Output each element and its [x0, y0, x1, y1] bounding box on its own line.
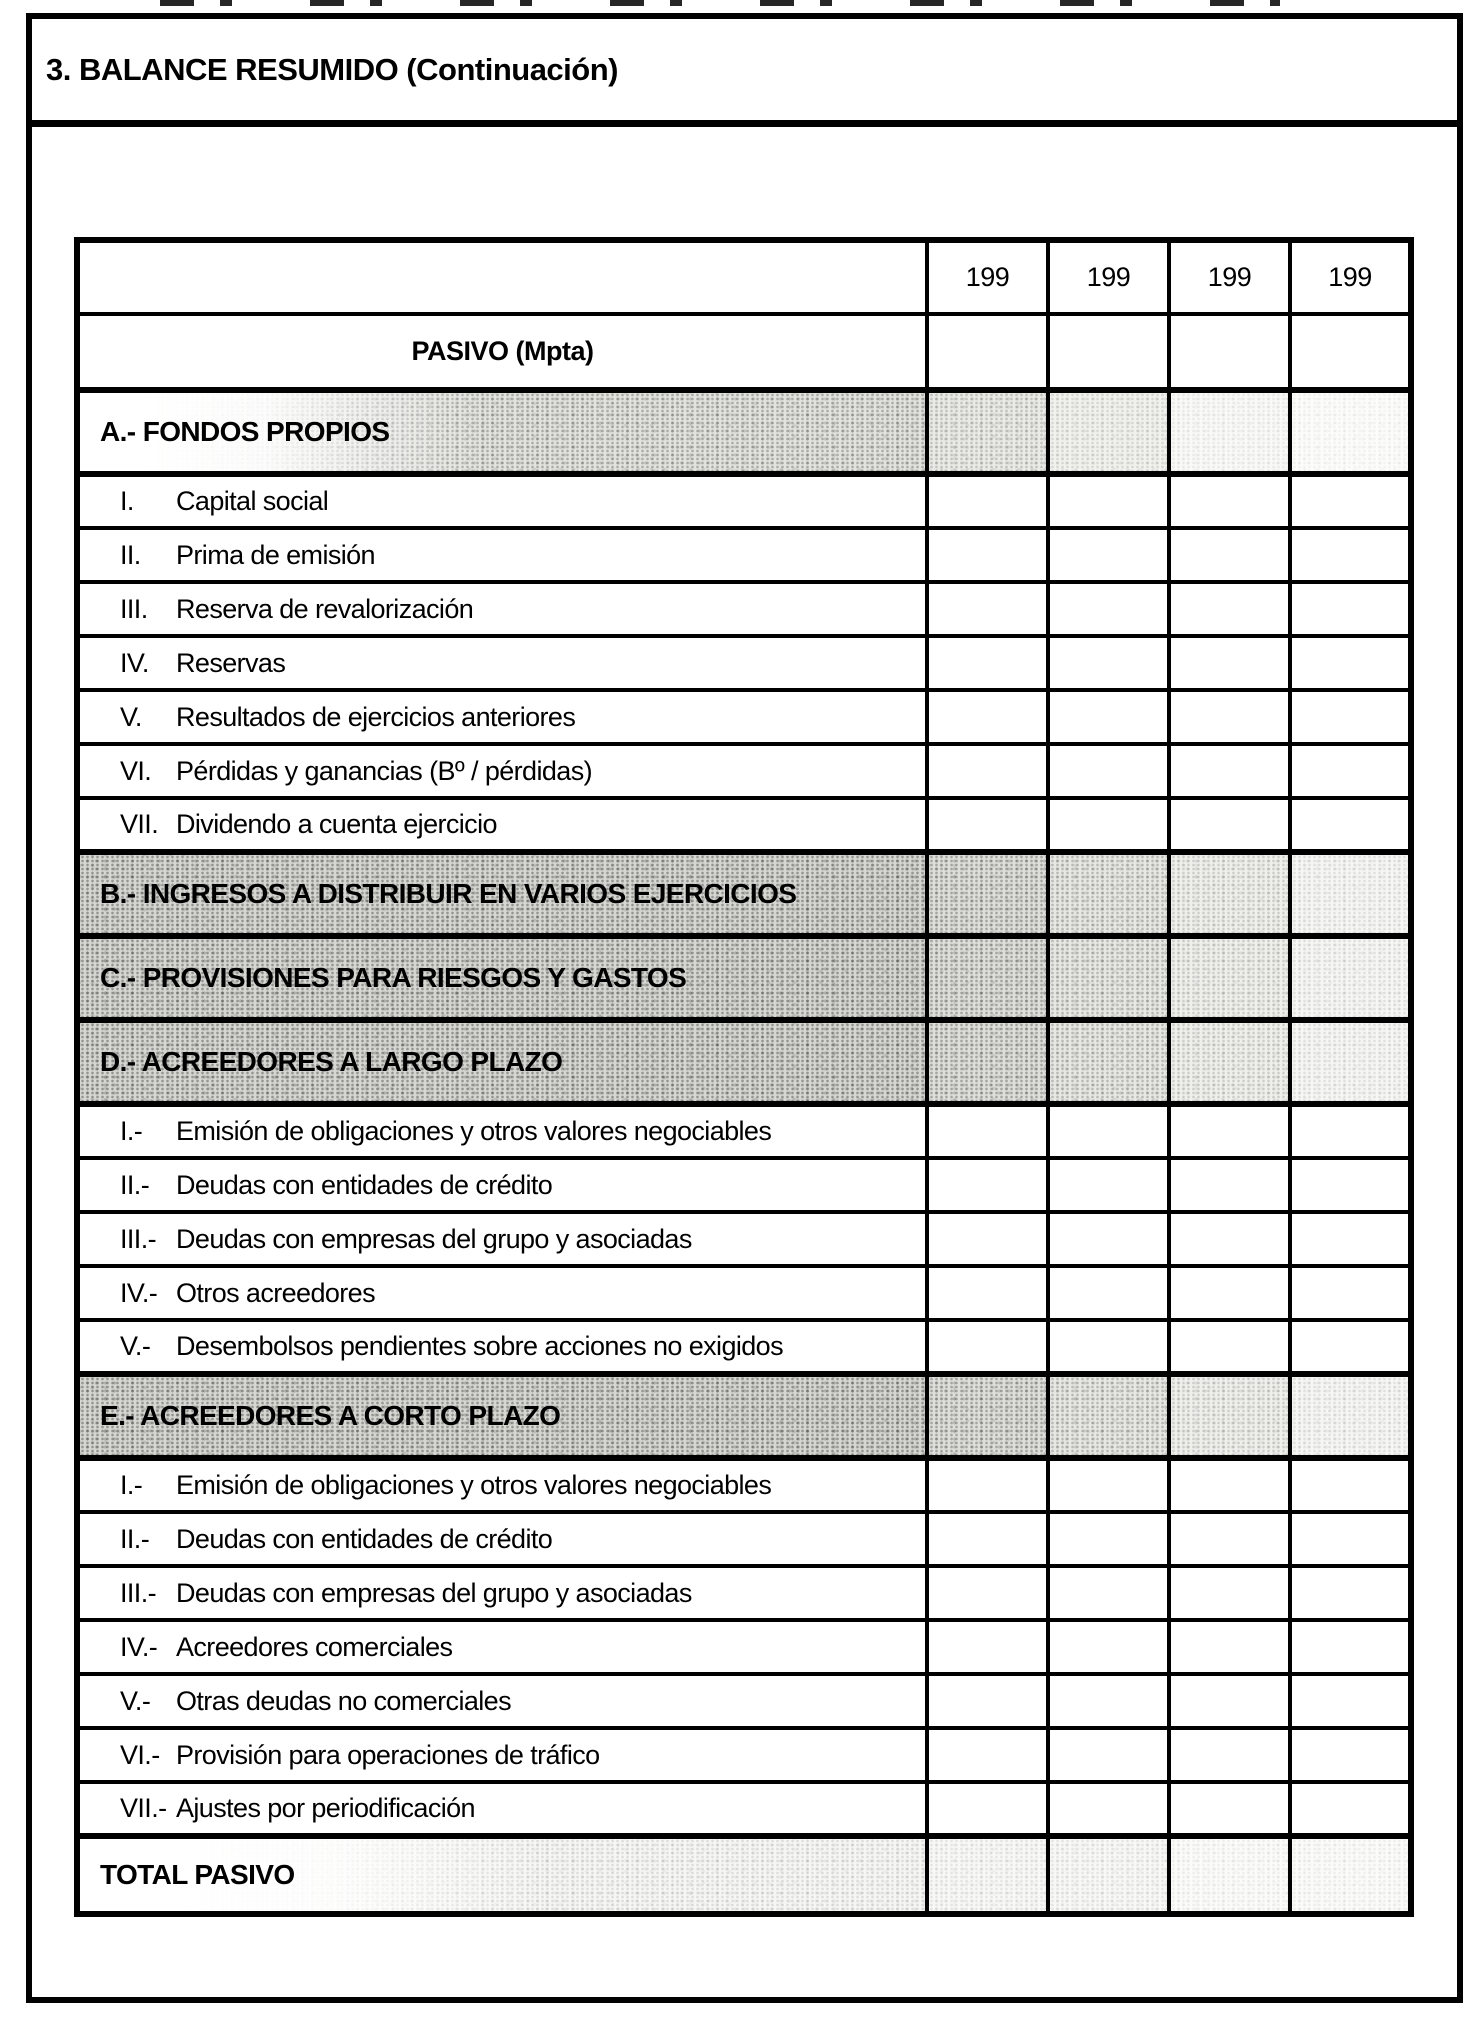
row-label	[77, 1266, 927, 1320]
table-row	[77, 1458, 1411, 1512]
value-cell	[927, 474, 1048, 528]
value-cell	[1290, 1020, 1411, 1104]
value-cell	[927, 936, 1048, 1020]
roman-numeral: VII.	[120, 809, 159, 839]
value-cell	[1290, 1566, 1411, 1620]
value-cell	[1169, 1320, 1290, 1374]
value-cell	[1048, 1674, 1169, 1728]
row-label-text: Emisión de obligaciones y otros valores negociables	[176, 1470, 772, 1500]
column-header-row	[77, 314, 1411, 390]
value-cell	[1169, 314, 1290, 390]
value-cell	[1169, 1266, 1290, 1320]
value-cell	[927, 1728, 1048, 1782]
corner-spacer-cell	[77, 240, 927, 314]
row-label	[77, 528, 927, 582]
value-cell	[1290, 528, 1411, 582]
value-cell	[1048, 744, 1169, 798]
row-label-text: Capital social	[176, 486, 329, 516]
row-label-text: Resultados de ejercicios anteriores	[176, 701, 576, 732]
row-label	[77, 582, 927, 636]
row-label	[77, 1158, 927, 1212]
value-cell	[1048, 636, 1169, 690]
page-frame	[26, 13, 1463, 2003]
roman-numeral: II.	[120, 539, 141, 570]
roman-numeral: I.-	[120, 1470, 143, 1500]
roman-numeral: V.-	[120, 1331, 151, 1361]
value-cell	[927, 528, 1048, 582]
value-cell	[927, 1266, 1048, 1320]
row-label-text: A.- FONDOS PROPIOS	[100, 416, 390, 447]
table-row	[77, 852, 1411, 936]
value-cell	[1169, 852, 1290, 936]
value-cell	[927, 390, 1048, 474]
row-label	[77, 1620, 927, 1674]
value-cell	[1048, 1212, 1169, 1266]
title-band	[32, 19, 1457, 127]
value-cell	[927, 798, 1048, 852]
table-row	[77, 1728, 1411, 1782]
value-cell	[1048, 1836, 1169, 1914]
roman-numeral: V.	[120, 701, 142, 732]
value-cell	[1169, 936, 1290, 1020]
value-cell	[1048, 314, 1169, 390]
value-cell	[1169, 582, 1290, 636]
table-row	[77, 1320, 1411, 1374]
balance-table	[74, 237, 1414, 1917]
row-label-text: D.- ACREEDORES A LARGO PLAZO	[100, 1046, 563, 1077]
row-label	[77, 1836, 927, 1914]
value-cell	[1048, 798, 1169, 852]
table-row	[77, 474, 1411, 528]
year-header-row	[77, 240, 1411, 314]
value-cell	[1290, 1320, 1411, 1374]
value-cell	[927, 1104, 1048, 1158]
value-cell	[1169, 1212, 1290, 1266]
value-cell	[1048, 852, 1169, 936]
row-label	[77, 474, 927, 528]
table-row	[77, 798, 1411, 852]
table-row	[77, 1620, 1411, 1674]
roman-numeral: VII.-	[120, 1793, 167, 1823]
value-cell	[927, 1512, 1048, 1566]
value-cell	[927, 1566, 1048, 1620]
value-cell	[1048, 528, 1169, 582]
row-label	[77, 1674, 927, 1728]
value-cell	[1290, 1374, 1411, 1458]
scan-artifact	[160, 0, 1280, 6]
value-cell	[1290, 1458, 1411, 1512]
value-cell	[1169, 690, 1290, 744]
value-cell	[1290, 1266, 1411, 1320]
roman-numeral: III.-	[120, 1577, 156, 1608]
value-cell	[1048, 1620, 1169, 1674]
value-cell	[1169, 1674, 1290, 1728]
row-label-text: Ajustes por periodificación	[176, 1793, 475, 1823]
row-label	[77, 1104, 927, 1158]
table-row	[77, 1020, 1411, 1104]
table-row	[77, 528, 1411, 582]
value-cell	[1048, 1782, 1169, 1836]
roman-numeral: VI.-	[120, 1739, 160, 1770]
value-cell	[1048, 1320, 1169, 1374]
table-row	[77, 636, 1411, 690]
value-cell	[1290, 1512, 1411, 1566]
row-label-text: Acreedores comerciales	[176, 1631, 453, 1662]
value-cell	[1169, 474, 1290, 528]
table-row	[77, 1158, 1411, 1212]
row-label	[77, 1458, 927, 1512]
row-label-text: Pérdidas y ganancias (Bº / pérdidas)	[176, 755, 592, 786]
table-row	[77, 390, 1411, 474]
row-label	[77, 1020, 927, 1104]
row-label-text: Prima de emisión	[176, 539, 375, 570]
value-cell	[1290, 1104, 1411, 1158]
value-cell	[927, 1212, 1048, 1266]
value-cell	[1048, 390, 1169, 474]
value-cell	[1290, 1620, 1411, 1674]
row-label-text: Provisión para operaciones de tráfico	[176, 1739, 600, 1770]
value-cell	[927, 1836, 1048, 1914]
value-cell	[927, 1782, 1048, 1836]
row-label-text: C.- PROVISIONES PARA RIESGOS Y GASTOS	[100, 962, 687, 993]
roman-numeral: VI.	[120, 755, 152, 786]
value-cell	[1169, 1512, 1290, 1566]
roman-numeral: II.-	[120, 1523, 150, 1554]
table-row	[77, 744, 1411, 798]
value-cell	[1169, 636, 1290, 690]
table-row	[77, 1674, 1411, 1728]
year-header-cell: 199	[927, 240, 1048, 314]
value-cell	[927, 582, 1048, 636]
row-label	[77, 390, 927, 474]
value-cell	[1290, 1728, 1411, 1782]
value-cell	[1290, 744, 1411, 798]
value-cell	[1048, 474, 1169, 528]
value-cell	[1048, 1512, 1169, 1566]
pasivo-header-cell: PASIVO (Mpta)	[77, 314, 927, 390]
value-cell	[1169, 390, 1290, 474]
value-cell	[927, 1620, 1048, 1674]
value-cell	[1048, 1266, 1169, 1320]
value-cell	[1290, 314, 1411, 390]
year-header-cell: 199	[1290, 240, 1411, 314]
table-row	[77, 1782, 1411, 1836]
roman-numeral: I.	[120, 486, 134, 516]
value-cell	[927, 852, 1048, 936]
roman-numeral: I.-	[120, 1116, 143, 1146]
row-label	[77, 1212, 927, 1266]
row-label	[77, 1566, 927, 1620]
row-label-text: Emisión de obligaciones y otros valores negociables	[176, 1116, 772, 1146]
table-row	[77, 1566, 1411, 1620]
value-cell	[927, 744, 1048, 798]
value-cell	[1169, 1566, 1290, 1620]
value-cell	[1290, 690, 1411, 744]
row-label	[77, 690, 927, 744]
roman-numeral: IV.	[120, 647, 149, 678]
table-row	[77, 1512, 1411, 1566]
row-label	[77, 1728, 927, 1782]
page-title: 3. BALANCE RESUMIDO (Continuación)	[46, 51, 618, 87]
value-cell	[1169, 1020, 1290, 1104]
value-cell	[1048, 1728, 1169, 1782]
row-label-text: Desembolsos pendientes sobre acciones no exigidos	[176, 1331, 783, 1361]
value-cell	[1169, 798, 1290, 852]
value-cell	[927, 1320, 1048, 1374]
table-row	[77, 1374, 1411, 1458]
value-cell	[1169, 744, 1290, 798]
value-cell	[927, 636, 1048, 690]
row-label	[77, 936, 927, 1020]
table-row	[77, 1104, 1411, 1158]
value-cell	[1169, 1836, 1290, 1914]
value-cell	[1048, 1158, 1169, 1212]
value-cell	[1169, 1104, 1290, 1158]
value-cell	[1290, 1212, 1411, 1266]
row-label	[77, 798, 927, 852]
value-cell	[1290, 1674, 1411, 1728]
value-cell	[1169, 1782, 1290, 1836]
value-cell	[1048, 582, 1169, 636]
row-label	[77, 744, 927, 798]
value-cell	[1290, 1836, 1411, 1914]
year-header-cell: 199	[1169, 240, 1290, 314]
row-label	[77, 852, 927, 936]
row-label	[77, 1320, 927, 1374]
roman-numeral: III.	[120, 593, 148, 624]
row-label-text: B.- INGRESOS A DISTRIBUIR EN VARIOS EJERCICIOS	[100, 878, 797, 909]
value-cell	[1169, 1728, 1290, 1782]
value-cell	[1048, 1020, 1169, 1104]
value-cell	[1169, 1374, 1290, 1458]
value-cell	[1290, 474, 1411, 528]
table-row	[77, 1266, 1411, 1320]
value-cell	[1048, 1566, 1169, 1620]
value-cell	[1048, 1374, 1169, 1458]
row-label-text: E.- ACREEDORES A CORTO PLAZO	[100, 1400, 561, 1431]
value-cell	[1169, 528, 1290, 582]
table-row	[77, 1212, 1411, 1266]
value-cell	[927, 1158, 1048, 1212]
value-cell	[1290, 636, 1411, 690]
row-label-text: Deudas con empresas del grupo y asociadas	[176, 1577, 692, 1608]
value-cell	[1169, 1158, 1290, 1212]
roman-numeral: V.-	[120, 1685, 151, 1716]
value-cell	[927, 1020, 1048, 1104]
roman-numeral: IV.-	[120, 1277, 158, 1308]
roman-numeral: IV.-	[120, 1631, 158, 1662]
table-row	[77, 1836, 1411, 1914]
value-cell	[1169, 1458, 1290, 1512]
roman-numeral: III.-	[120, 1223, 156, 1254]
row-label	[77, 1374, 927, 1458]
value-cell	[927, 690, 1048, 744]
value-cell	[927, 314, 1048, 390]
row-label-text: TOTAL PASIVO	[100, 1859, 295, 1890]
row-label-text: Otras deudas no comerciales	[176, 1685, 511, 1716]
table-row	[77, 582, 1411, 636]
row-label	[77, 1782, 927, 1836]
row-label-text: Deudas con empresas del grupo y asociadas	[176, 1223, 692, 1254]
value-cell	[1048, 1458, 1169, 1512]
value-cell	[1290, 852, 1411, 936]
row-label-text: Otros acreedores	[176, 1277, 375, 1308]
year-header-cell: 199	[1048, 240, 1169, 314]
value-cell	[1048, 1104, 1169, 1158]
row-label-text: Deudas con entidades de crédito	[176, 1523, 553, 1554]
value-cell	[1048, 936, 1169, 1020]
value-cell	[927, 1674, 1048, 1728]
roman-numeral: II.-	[120, 1169, 150, 1200]
value-cell	[927, 1374, 1048, 1458]
value-cell	[1290, 1158, 1411, 1212]
row-label	[77, 1512, 927, 1566]
value-cell	[1290, 582, 1411, 636]
value-cell	[1290, 390, 1411, 474]
value-cell	[1048, 690, 1169, 744]
row-label-text: Reservas	[176, 647, 286, 678]
row-label	[77, 636, 927, 690]
table-row	[77, 690, 1411, 744]
row-label-text: Deudas con entidades de crédito	[176, 1169, 553, 1200]
value-cell	[1290, 936, 1411, 1020]
value-cell	[1169, 1620, 1290, 1674]
value-cell	[1290, 1782, 1411, 1836]
table-row	[77, 936, 1411, 1020]
row-label-text: Reserva de revalorización	[176, 593, 474, 624]
row-label-text: Dividendo a cuenta ejercicio	[176, 809, 497, 839]
value-cell	[927, 1458, 1048, 1512]
value-cell	[1290, 798, 1411, 852]
